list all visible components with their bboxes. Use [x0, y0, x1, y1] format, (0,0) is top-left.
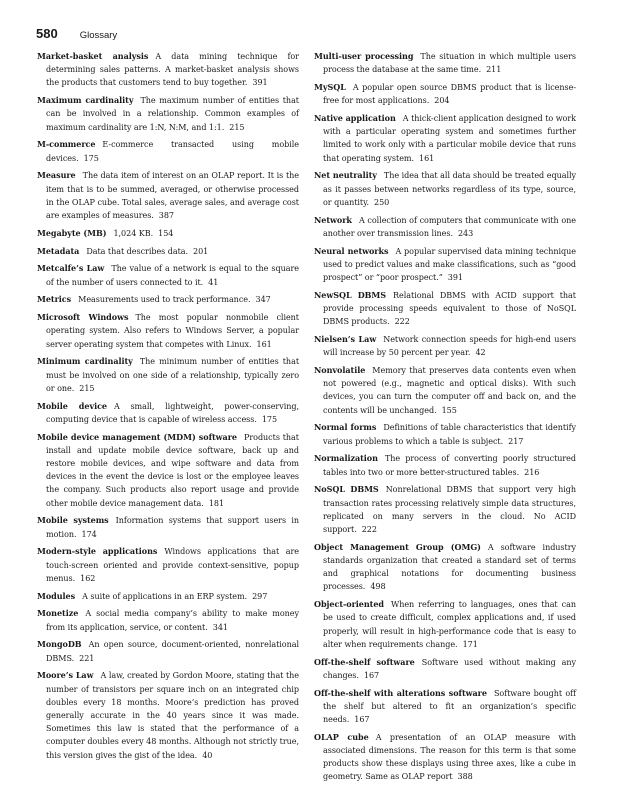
- page-number: 580: [36, 26, 58, 41]
- page-reference: 217: [508, 436, 524, 446]
- glossary-term: Native application: [314, 113, 396, 123]
- glossary-entry: [314, 214, 576, 240]
- page-reference: 243: [457, 228, 474, 238]
- glossary-definition: A software industry standards organization that created a standard set of terms and graphical notations for documenting business processes.: [323, 542, 576, 592]
- glossary-entry: [314, 421, 576, 447]
- glossary-term: Minimum cardinality: [37, 356, 133, 367]
- glossary-entry: [314, 289, 576, 329]
- page-reference: 42: [475, 348, 486, 358]
- glossary-term: M-commerce: [37, 139, 96, 150]
- glossary-definition: E-commerce transacted using mobile devices.: [46, 140, 299, 163]
- glossary-term: Market-basket analysis: [37, 51, 149, 61]
- glossary-term: Measure: [37, 170, 76, 181]
- glossary-entry: [37, 607, 299, 633]
- page-reference: 201: [193, 246, 209, 256]
- glossary-definition: An open source, document-oriented, nonrelational DBMS.: [46, 640, 299, 663]
- page-reference: 167: [354, 715, 370, 725]
- page-reference: 40: [202, 750, 213, 760]
- glossary-definition: Software used without making any changes.: [323, 657, 576, 680]
- glossary-entry: [37, 245, 299, 258]
- glossary-entry: [314, 245, 576, 285]
- glossary-definition: The idea that all data should be treated equally as it passes between networks regardless of its type, source, or quantity.: [323, 171, 576, 207]
- glossary-entry: [314, 731, 576, 784]
- glossary-term: Multi-user processing: [314, 51, 414, 61]
- glossary-term: Nonvolatile: [314, 365, 366, 376]
- glossary-definition: The process of converting poorly structured tables into two or more better-structured tables.: [323, 454, 576, 477]
- page-reference: 174: [81, 529, 97, 539]
- page-reference: 498: [370, 582, 386, 592]
- glossary-entry: [314, 81, 576, 107]
- glossary-definition: The maximum number of entities that can be involved in a relationship. Common examples of maximum cardinality are 1:N, N:M, and 1:1.: [46, 96, 299, 132]
- glossary-definition: Data that describes data.: [86, 246, 189, 256]
- page-reference: 388: [457, 772, 473, 782]
- glossary-entry: [37, 50, 299, 90]
- glossary-term: Neural networks: [314, 245, 389, 256]
- glossary-entry: [37, 311, 299, 351]
- page-reference: 216: [524, 467, 540, 477]
- glossary-term: Metadata: [37, 245, 80, 256]
- glossary-term: Mobile systems: [37, 515, 109, 526]
- glossary-term: Monetize: [37, 608, 79, 619]
- page-reference: 347: [255, 295, 271, 305]
- glossary-entry: [37, 514, 299, 540]
- page-reference: 250: [374, 197, 390, 207]
- glossary-term: MySQL: [314, 82, 346, 92]
- page-reference: 181: [208, 498, 225, 508]
- running-head: Glossary: [79, 30, 118, 41]
- glossary-definition: Definitions of table characteristics that identify various problems to which a table is subject.: [323, 423, 576, 446]
- glossary-definition: A small, lightweight, power-conserving, computing device that is capable of wireless access.: [46, 401, 299, 424]
- page-reference: 297: [252, 591, 268, 601]
- glossary-term: Nielsen’s Law: [314, 334, 377, 345]
- glossary-definition: 1,024 KB.: [113, 228, 154, 238]
- glossary-entry: [37, 590, 299, 603]
- glossary-term: Mobile device: [37, 400, 107, 411]
- page-reference: 204: [434, 96, 450, 106]
- glossary-definition: Software bought off the shelf but altered to fit an organization’s specific needs.: [323, 688, 577, 725]
- glossary-entry: [37, 262, 299, 288]
- glossary-definition: A collection of computers that communicate with one another over transmission lines.: [323, 215, 576, 238]
- page-reference: 175: [261, 414, 278, 424]
- glossary-definition: The data item of interest on an OLAP report. It is the item that is to be summed, averaged, or otherwise processed in the OLAP cube. Total sales, average sales, and average cost are examples of measures.: [46, 171, 299, 221]
- glossary-entry: [314, 169, 576, 209]
- glossary-entry: [314, 112, 576, 165]
- glossary-definition: Windows applications that are touch-screen oriented and provide context-sensitive, popup menus.: [46, 547, 299, 583]
- page-reference: 211: [486, 65, 502, 75]
- glossary-definition: Information systems that support users in motion.: [46, 516, 300, 539]
- glossary-term: Metcalfe’s Law: [37, 263, 105, 274]
- glossary-term: Megabyte (MB): [37, 227, 107, 238]
- glossary-entry: [314, 452, 576, 478]
- page-reference: 215: [229, 122, 245, 132]
- page-reference: 222: [361, 525, 377, 535]
- glossary-entry: [37, 669, 299, 761]
- glossary-entry: [37, 400, 299, 426]
- page-reference: 175: [83, 153, 99, 163]
- page-reference: 154: [158, 228, 174, 238]
- glossary-definition: A law, created by Gordon Moore, stating that the number of transistors per square inch on an integrated chip doubles every 18 months. Moore’s prediction has proved generally accurate in the 40 years since it was made. Sometimes this law is stated that the performance of a computer doubles every 48 months. Although not strictly true, this version gives the gist of the idea.: [46, 671, 299, 760]
- glossary-term: OLAP cube: [314, 731, 369, 742]
- page-reference: 387: [158, 211, 175, 221]
- page-reference: 41: [208, 277, 219, 287]
- glossary-entry: [314, 598, 576, 651]
- page-reference: 167: [363, 670, 380, 680]
- glossary-entry: [314, 50, 576, 76]
- glossary-definition: A social media company’s ability to make money from its application, service, or content.: [46, 609, 299, 632]
- glossary-definition: Network connection speeds for high-end users will increase by 50 percent per year.: [323, 335, 576, 358]
- glossary-term: MongoDB: [37, 639, 82, 650]
- glossary-definition: Products that install and update mobile device software, back up and restore mobile devices, and wipe software and data from devices in the event the device is lost or the employee leaves the company. Such products also report usage and provide other mobile device management data.: [46, 432, 299, 508]
- page-reference: 171: [462, 639, 478, 649]
- glossary-definition: A suite of applications in an ERP system.: [82, 591, 248, 601]
- glossary-entry: [314, 687, 576, 727]
- glossary-term: Maximum cardinality: [37, 95, 134, 106]
- glossary-term: NoSQL DBMS: [314, 484, 379, 495]
- glossary-term: Object Management Group (OMG): [314, 541, 481, 552]
- page-reference: 161: [419, 153, 435, 163]
- glossary-term: Off-the-shelf software: [314, 656, 415, 667]
- page-reference: 215: [79, 383, 95, 393]
- glossary-definition: Measurements used to track performance.: [78, 295, 251, 305]
- page-reference: 222: [394, 317, 410, 327]
- glossary-definition: A popular open source DBMS product that is license-free for most applications.: [323, 83, 576, 106]
- glossary-term: Net neutrality: [314, 170, 377, 181]
- page-reference: 155: [441, 405, 457, 415]
- glossary-definition: Memory that preserves data contents even when not powered (e.g., magnetic and optical disks). With such devices, you can turn the computer off and back on, and the contents will be unchanged.: [323, 366, 576, 415]
- page-reference: 391: [447, 273, 463, 283]
- glossary-entry: [314, 541, 576, 594]
- glossary-term: Mobile device management (MDM) software: [37, 431, 237, 442]
- page-reference: 391: [252, 78, 268, 88]
- page-reference: 161: [256, 339, 272, 349]
- right-column: [314, 50, 576, 788]
- glossary-term: Normalization: [314, 453, 378, 464]
- glossary-term: Object-oriented: [314, 599, 384, 610]
- glossary-definition: The value of a network is equal to the square of the number of users connected to it.: [46, 264, 299, 287]
- glossary-term: Microsoft Windows: [37, 312, 129, 323]
- glossary-term: Off-the-shelf with alterations software: [314, 687, 487, 698]
- glossary-entry: [314, 656, 576, 682]
- glossary-term: Modern-style applications: [37, 546, 158, 557]
- page-header: [36, 26, 117, 44]
- glossary-entry: [37, 293, 299, 306]
- glossary-entry: [314, 483, 576, 536]
- glossary-definition: A popular supervised data mining technique used to predict values and make classifications, such as “good prospect” or “poor prospect.”: [323, 246, 576, 283]
- glossary-term: Network: [314, 214, 352, 225]
- glossary-entry: [37, 545, 299, 585]
- left-column: [37, 50, 299, 766]
- glossary-definition: When referring to languages, ones that can be used to create difficult, complex applications and, if used properly, will result in high-performance code that is easy to alter when requirements change.: [323, 600, 576, 649]
- glossary-entry: [37, 94, 299, 134]
- glossary-definition: Nonrelational DBMS that support very high transaction rates processing relatively simple data structures, replicated on many servers in the cloud. No ACID support.: [323, 485, 576, 535]
- glossary-entry: [37, 138, 299, 164]
- glossary-definition: A presentation of an OLAP measure with associated dimensions. The reason for this term is that some products show these displays using three axes, like a cube in geometry. Same as OLAP report: [323, 732, 577, 782]
- glossary-definition: A thick-client application designed to work with a particular operating system and sometimes further limited to work only with a particular mobile device that runs that operating system.: [323, 114, 576, 163]
- glossary-entry: [37, 227, 299, 240]
- page-reference: 341: [212, 622, 228, 632]
- glossary-entry: [37, 169, 299, 222]
- page-reference: 221: [79, 653, 95, 663]
- page-reference: 162: [80, 573, 96, 583]
- glossary-definition: Relational DBMS with ACID support that provide processing speeds equivalent to those of NoSQL DBMS products.: [323, 290, 576, 327]
- glossary-entry: [314, 333, 576, 359]
- glossary-term: Normal forms: [314, 422, 377, 433]
- glossary-entry: [37, 355, 299, 395]
- glossary-entry: [37, 638, 299, 664]
- glossary-definition: The minimum number of entities that must be involved on one side of a relationship, typically zero or one.: [46, 357, 299, 393]
- glossary-term: Moore’s Law: [37, 670, 94, 681]
- glossary-term: NewSQL DBMS: [314, 289, 387, 300]
- glossary-definition: The most popular nonmobile client operating system. Also refers to Windows Server, a popular server operating system that competes with Linux.: [46, 313, 299, 349]
- glossary-definition: A data mining technique for determining sales patterns. A market-basket analysis shows the products that customers tend to buy together.: [46, 52, 299, 88]
- glossary-term: Metrics: [37, 294, 72, 305]
- glossary-definition: The situation in which multiple users process the database at the same time.: [323, 52, 576, 75]
- glossary-term: Modules: [37, 590, 76, 601]
- glossary-entry: [37, 431, 299, 510]
- glossary-entry: [314, 364, 576, 417]
